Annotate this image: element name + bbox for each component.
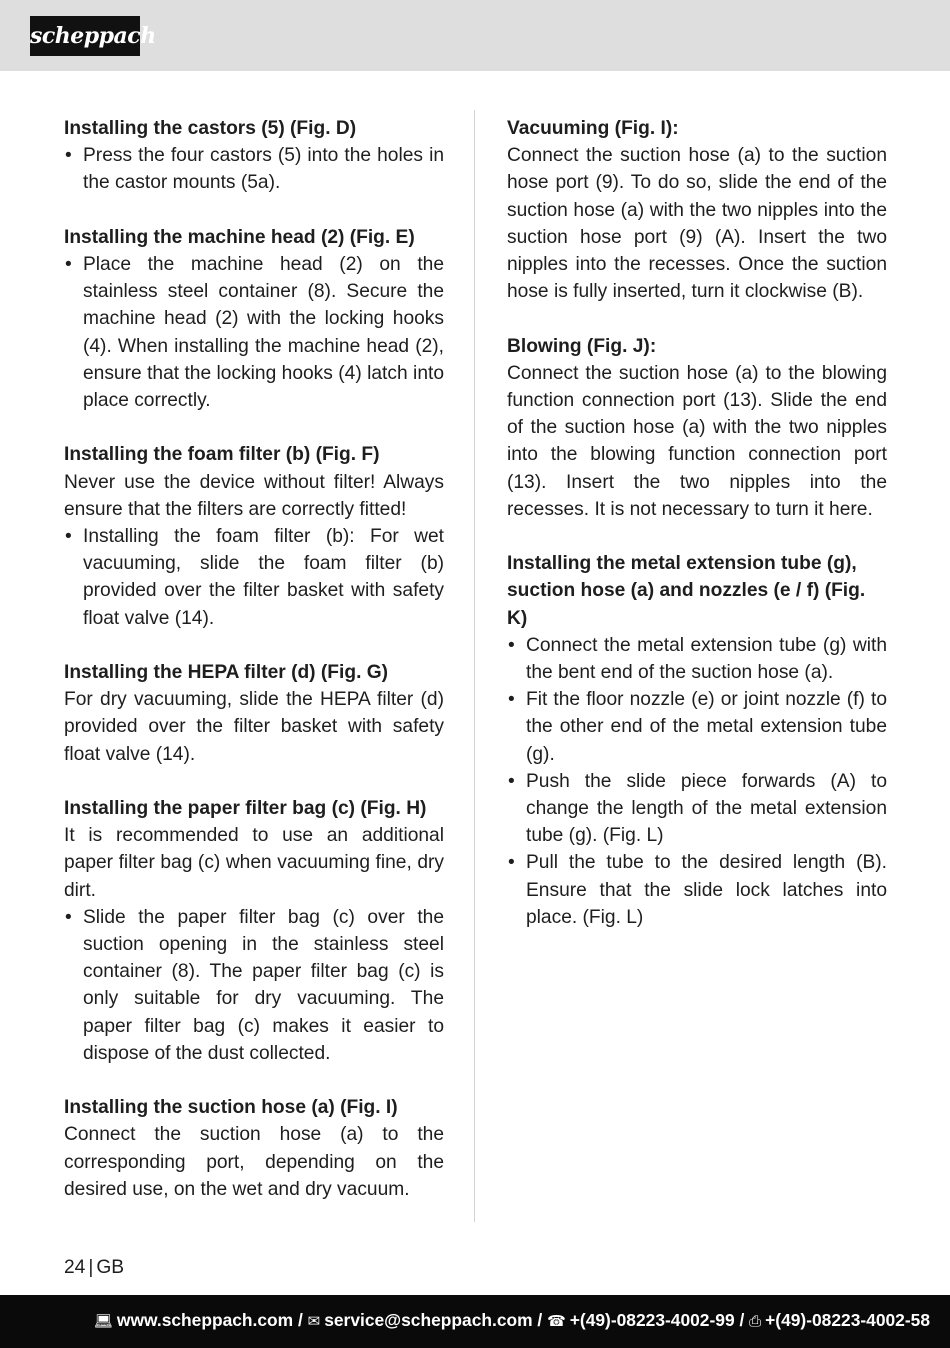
manual-section: [64, 115, 444, 197]
footer-separator: /: [734, 1310, 750, 1330]
footer-phone: +(49)-08223-4002-99: [569, 1310, 735, 1330]
bullet-list: [64, 142, 444, 196]
section-paragraph: For dry vacuuming, slide the HEPA filter (d) provided over the filter basket with safety float valve (14).: [64, 689, 444, 765]
page-number-value: 24: [64, 1257, 86, 1278]
section-paragraph: Connect the suction hose (a) to the blowing function connection port (13). Slide the end of the suction hose (a) with the two nipples into the blowing function connection port (13). Insert the two nipples into the recesses. It is not necessary to turn it here.: [507, 362, 887, 520]
bullet-item: • Pull the tube to the desired length (B). Ensure that the slide lock latches into place. (Fig. L): [507, 849, 887, 931]
section-paragraph: Never use the device without filter! Always ensure that the filters are correctly fitted!: [64, 471, 444, 520]
manual-section: [64, 441, 444, 631]
section-heading: Installing the castors (5) (Fig. D): [64, 118, 357, 139]
left-column: [64, 115, 444, 1230]
footer-separator: /: [293, 1310, 308, 1330]
page-header: [0, 0, 950, 71]
bullet-item: • Place the machine head (2) on the stainless steel container (8). Secure the machine head (2) with the locking hooks (4). When installing the machine head (2), ensure that the locking hooks (4) latch into place correctly.: [64, 251, 444, 414]
page-footer: [0, 1295, 950, 1348]
manual-section: [64, 659, 444, 768]
footer-separator: /: [532, 1310, 548, 1330]
footer-website[interactable]: www.scheppach.com: [116, 1310, 294, 1330]
fax-icon: ⎙: [749, 1313, 762, 1330]
phone-icon: ☎︎: [547, 1313, 566, 1330]
bullet-list: [64, 904, 444, 1067]
bullet-item: • Slide the paper filter bag (c) over the suction opening in the stainless steel container (8). The paper filter bag (c) is only suitable for dry vacuuming. The paper filter bag (c) makes it easier to dispose of the dust collected.: [64, 904, 444, 1067]
section-heading: Installing the paper filter bag (c) (Fig. H): [64, 798, 427, 820]
section-heading: Installing the suction hose (a) (Fig. I): [64, 1097, 398, 1119]
section-heading: Installing the metal extension tube (g), suction hose (a) and nozzles (e / f) (Fig. K): [507, 553, 866, 629]
manual-section: [64, 1094, 444, 1203]
page-number: [64, 1254, 124, 1281]
section-paragraph: It is recommended to use an additional paper filter bag (c) when vacuuming fine, dry dirt.: [64, 825, 444, 901]
manual-section: [64, 795, 444, 1067]
section-heading: Installing the machine head (2) (Fig. E): [64, 226, 415, 248]
footer-email[interactable]: service@scheppach.com: [324, 1310, 533, 1330]
manual-section: [64, 224, 444, 414]
page-language: GB: [96, 1257, 125, 1278]
bullet-list: [64, 251, 444, 414]
bullet-item: • Press the four castors (5) into the holes in the castor mounts (5a).: [64, 142, 444, 196]
section-heading: Blowing (Fig. J):: [507, 335, 657, 357]
manual-section: [507, 115, 887, 305]
column-divider: [474, 110, 475, 1222]
section-paragraph: Connect the suction hose (a) to the corresponding port, depending on the desired use, on the wet and dry vacuum.: [64, 1124, 444, 1200]
brand-logo: scheppach: [30, 16, 140, 56]
mail-icon: ✉︎: [307, 1313, 321, 1330]
right-column: [507, 115, 887, 958]
computer-icon: 💻︎: [93, 1313, 113, 1330]
section-heading: Vacuuming (Fig. I):: [507, 118, 679, 139]
footer-contact: [94, 1295, 930, 1347]
bullet-list: [507, 632, 887, 931]
manual-section: [507, 333, 887, 523]
bullet-item: • Connect the metal extension tube (g) with the bent end of the suction hose (a).: [507, 632, 887, 686]
bullet-list: [64, 523, 444, 632]
page-number-separator: |: [88, 1257, 94, 1278]
section-heading: Installing the HEPA filter (d) (Fig. G): [64, 662, 389, 684]
bullet-item: • Installing the foam filter (b): For wet vacuuming, slide the foam filter (b) provided over the filter basket with safety float valve (14).: [64, 523, 444, 632]
section-paragraph: Connect the suction hose (a) to the suction hose port (9). To do so, slide the end of the suction hose (a) with the two nipples into the suction hose port (9) (A). Insert the two nipples into the recesses. Once the suction hose is fully inserted, turn it clockwise (B).: [507, 145, 887, 303]
footer-fax: +(49)-08223-4002-58: [765, 1310, 930, 1330]
section-heading: Installing the foam filter (b) (Fig. F): [64, 444, 380, 466]
bullet-item: • Push the slide piece forwards (A) to change the length of the metal extension tube (g). (Fig. L): [507, 768, 887, 850]
manual-section: [507, 550, 887, 931]
bullet-item: • Fit the floor nozzle (e) or joint nozzle (f) to the other end of the metal extension tube (g).: [507, 686, 887, 768]
